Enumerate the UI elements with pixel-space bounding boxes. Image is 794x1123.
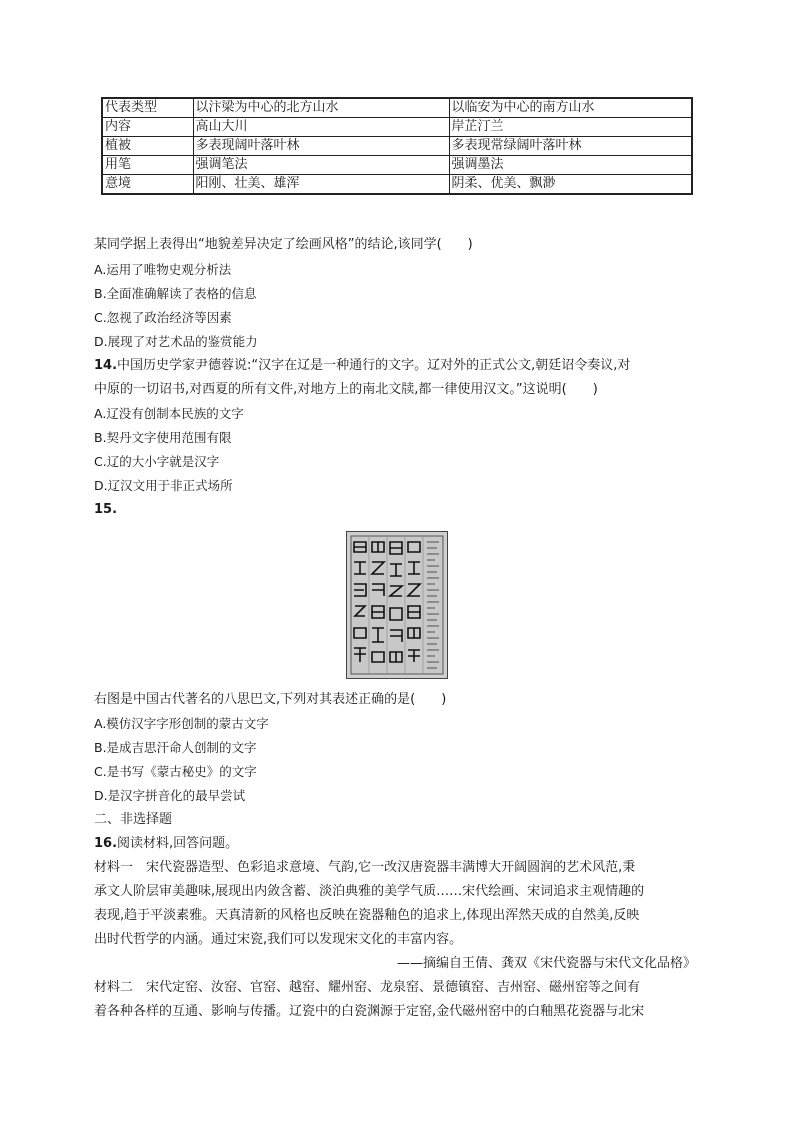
table-header-cell: 以临安为中心的南方山水	[449, 98, 692, 118]
table-cell: 强调墨法	[449, 156, 692, 175]
material-2-line: 材料二 宋代定窑、汝窑、官窑、越窑、耀州窑、龙泉窑、景德镇窑、吉州窑、磁州窑等之间有	[94, 980, 641, 995]
table-cell: 多表现常绿阔叶落叶林	[449, 137, 692, 156]
q14-option-c[interactable]: C.辽的大小字就是汉字	[94, 454, 220, 469]
q15-option-b[interactable]: B.是成吉思汗命人创制的文字	[94, 740, 257, 755]
table-cell: 阴柔、优美、飘渺	[449, 175, 692, 195]
table-cell: 阳刚、壮美、雄浑	[193, 175, 449, 195]
table-header-cell: 代表类型	[102, 98, 193, 118]
q13-option-c[interactable]: C.忽视了政治经济等因素	[94, 310, 232, 325]
table-row	[102, 156, 692, 175]
q14-stem-line1	[94, 357, 630, 375]
material-1-line: 材料一 宋代瓷器造型、色彩追求意境、气韵,它一改汉唐瓷器丰满博大开阔圆润的艺术风范,秉	[94, 860, 636, 875]
table-cell: 高山大川	[193, 118, 449, 137]
table-cell: 植被	[102, 137, 193, 156]
material-1-line: 表现,趋于平淡素雅。天真清新的风格也反映在瓷器釉色的追求上,体现出浑然天成的自然美,反映	[94, 908, 640, 923]
comparison-table	[101, 97, 693, 195]
q14-stem-line2: 中原的一切诏书,对西夏的所有文件,对地方上的南北文牍,都一律使用汉文。”这说明( )	[94, 382, 598, 397]
q15-option-d[interactable]: D.是汉字拼音化的最早尝试	[94, 788, 246, 803]
q13-stem: 某同学据上表得出“地貌差异决定了绘画风格”的结论,该同学( )	[94, 237, 473, 252]
table-cell: 意境	[102, 175, 193, 195]
phagspa-script-image	[346, 531, 448, 679]
table-cell: 岸芷汀兰	[449, 118, 692, 137]
q13-option-a[interactable]: A.运用了唯物史观分析法	[94, 262, 232, 277]
q15-number: 15.	[94, 502, 118, 517]
q13-option-d[interactable]: D.展现了对艺术品的鉴赏能力	[94, 334, 258, 349]
q14-option-a[interactable]: A.辽没有创制本民族的文字	[94, 406, 244, 421]
phagspa-script-drawing	[347, 532, 447, 678]
table-header-cell: 以汴梁为中心的北方山水	[193, 98, 449, 118]
table-cell: 多表现阔叶落叶林	[193, 137, 449, 156]
table-cell: 用笔	[102, 156, 193, 175]
table-row	[102, 137, 692, 156]
table-row	[102, 118, 692, 137]
q14-number: 14.	[94, 358, 118, 373]
material-1-line: 出时代哲学的内涵。通过宋瓷,我们可以发现宋文化的丰富内容。	[94, 932, 463, 947]
q16-stem-line	[94, 835, 238, 853]
material-2-line: 着各种各样的互通、影响与传播。辽瓷中的白瓷渊源于定窑,金代磁州窑中的白釉黑花瓷器与北宋	[94, 1004, 645, 1019]
table-cell: 强调笔法	[193, 156, 449, 175]
q14-option-b[interactable]: B.契丹文字使用范围有限	[94, 430, 232, 445]
section-heading: 二、非选择题	[94, 812, 173, 827]
q15-option-a[interactable]: A.模仿汉字字形创制的蒙古文字	[94, 716, 269, 731]
q16-stem: 阅读材料,回答问题。	[117, 836, 239, 851]
table-row	[102, 98, 692, 118]
material-1-source: ——摘编自王倩、龚双《宋代瓷器与宋代文化品格》	[396, 956, 696, 971]
table-cell: 内容	[102, 118, 193, 137]
q13-option-b[interactable]: B.全面准确解读了表格的信息	[94, 286, 257, 301]
table-row	[102, 175, 692, 195]
q15-stem: 右图是中国古代著名的八思巴文,下列对其表述正确的是( )	[94, 692, 447, 707]
q15-option-c[interactable]: C.是书写《蒙古秘史》的文字	[94, 764, 257, 779]
q14-stem-text1: 中国历史学家尹德蓉说:“汉字在辽是一种通行的文字。辽对外的正式公文,朝廷诏令奏议,对	[117, 358, 631, 373]
q16-number: 16.	[94, 836, 118, 851]
material-1-line: 承文人阶层审美趣味,展现出内敛含蓄、淡泊典雅的美学气质……宋代绘画、宋词追求主观情趣的	[94, 884, 645, 899]
q14-option-d[interactable]: D.辽汉文用于非正式场所	[94, 478, 233, 493]
